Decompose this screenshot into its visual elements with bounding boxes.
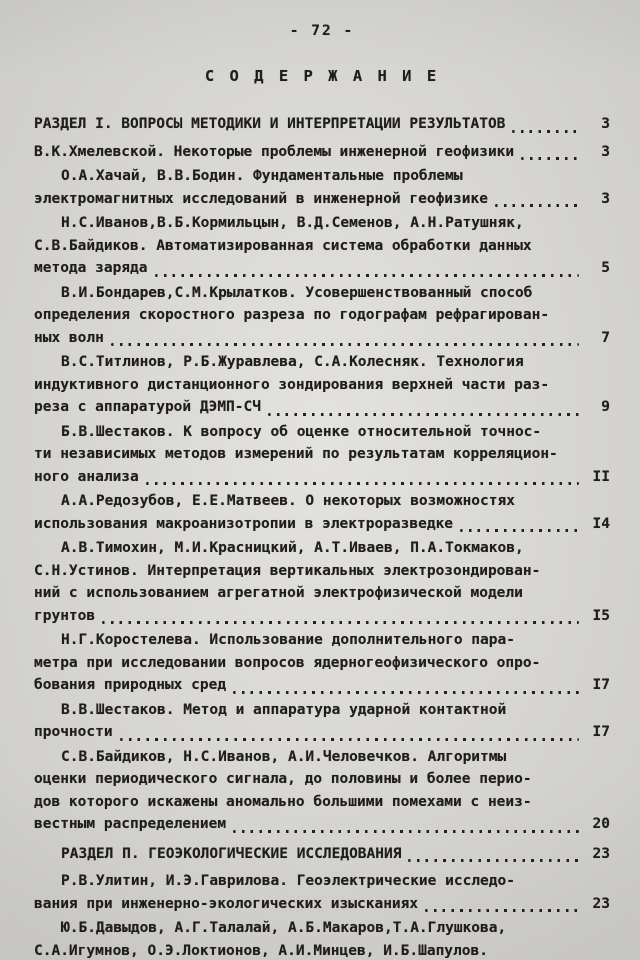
toc-entry (34, 351, 610, 419)
toc-entry (34, 282, 610, 350)
toc-line (34, 327, 610, 350)
toc-entry-text: С.В.Байдиков, Н.С.Иванов, А.И.Человечков. Алгоритмы (61, 748, 507, 765)
toc-entry-text: В.И.Бондарев,С.М.Крылатков. Усовершенствованный способ (61, 284, 533, 301)
toc-entry (34, 746, 610, 836)
toc-entry (34, 421, 610, 489)
toc-line (34, 141, 610, 164)
toc-entry-text: А.В.Тимохин, М.И.Красницкий, А.Т.Иваев, П.А.Токмаков, (61, 540, 524, 556)
toc-list (34, 113, 610, 960)
toc-line (34, 490, 610, 513)
toc-line (34, 421, 610, 444)
toc-section-entry (34, 113, 610, 136)
toc-line (34, 212, 610, 235)
toc-line (34, 813, 610, 836)
toc-entry-text: ти независимых методов измерений по результатам корреляцион- (34, 446, 558, 462)
toc-page-number: 20 (592, 816, 610, 832)
toc-entry-text: В.В.Шестаков. Метод и аппаратура ударной контактной (61, 701, 507, 718)
page-title: С О Д Е Р Ж А Н И Е (204, 66, 440, 85)
dot-leader (268, 404, 579, 419)
toc-entry-text: Н.Г.Коростелева. Использование дополнительного пара- (61, 632, 515, 648)
dot-leader (425, 901, 579, 916)
toc-line (34, 113, 610, 136)
toc-line (34, 917, 610, 940)
toc-entry-text: Б.В.Шестаков. К вопросу об оценке относительной точнос- (61, 423, 542, 440)
toc-line (34, 582, 610, 605)
toc-line (34, 893, 610, 916)
toc-entry-text: метода заряда (34, 260, 148, 276)
toc-entry-text: ний с использованием агрегатной электрофизической модели (34, 585, 523, 601)
toc-entry (34, 917, 610, 960)
toc-entry-text: метра при исследовании вопросов ядерногеофизического опро- (34, 654, 541, 671)
toc-entry-text: прочности (34, 724, 113, 740)
toc-page-number: 23 (592, 845, 610, 862)
toc-line (34, 282, 610, 305)
toc-entry-text: ного анализа (34, 468, 139, 485)
toc-entry-text: Ю.Б.Давыдов, А.Г.Талалай, А.Б.Макаров,Т.А.Глушкова, (61, 920, 507, 936)
toc-entry-text: дов которого искажены аномально большими помехами с неиз- (34, 793, 532, 810)
toc-line (34, 351, 610, 374)
dot-leader (233, 682, 579, 697)
dot-leader (155, 265, 580, 280)
toc-page-number: I4 (592, 515, 610, 532)
toc-entry-text: ных волн (34, 329, 104, 346)
toc-entry-text: Р.В.Улитин, И.Э.Гаврилова. Геоэлектрические исследо- (61, 873, 515, 889)
dot-leader (111, 335, 579, 350)
toc-section-entry (34, 843, 610, 866)
toc-line (34, 188, 610, 211)
toc-line (34, 235, 610, 258)
toc-entry-text: индуктивного дистанционного зондирования верхней части раз- (34, 376, 550, 393)
toc-line (34, 605, 610, 628)
dot-leader (495, 196, 579, 211)
toc-line (34, 443, 610, 466)
toc-page-number: 7 (601, 329, 610, 346)
toc-page-number: 9 (601, 399, 610, 415)
toc-line (34, 374, 610, 397)
dot-leader (120, 729, 579, 744)
toc-entry-text: С.А.Игумнов, О.Э.Локтионов, А.И.Минцев, И.Б.Шапулов. (34, 942, 488, 959)
toc-entry-text: грунтов (34, 607, 96, 624)
toc-entry-text: реза с аппаратурой ДЭМП-СЧ (34, 399, 261, 415)
toc-entry-text: С.Н.Устинов. Интерпретация вертикальных электрозондирован- (34, 562, 541, 579)
toc-page-number: 3 (601, 143, 610, 160)
toc-page-number: 3 (601, 190, 610, 207)
toc-line (34, 652, 610, 675)
toc-line (34, 466, 610, 489)
toc-page-number: 5 (601, 260, 610, 276)
toc-entry (34, 629, 610, 697)
toc-entry-text: РАЗДЕЛ I. ВОПРОСЫ МЕТОДИКИ И ИНТЕРПРЕТАЦИИ РЕЗУЛЬТАТОВ (34, 116, 506, 132)
toc-entry-text: использования макроанизотропии в электроразведке (34, 515, 454, 532)
toc-page-number: 23 (592, 895, 610, 912)
toc-page-number: II (592, 468, 610, 485)
toc-entry-text: оценки периодического сигнала, до половины и более перио- (34, 771, 532, 787)
toc-entry-text: О.А.Хачай, В.В.Бодин. Фундаментальные проблемы (61, 168, 463, 184)
toc-line (34, 629, 610, 652)
toc-entry-text: В.К.Хмелевской. Некоторые проблемы инженерной геофизики (34, 143, 515, 160)
toc-entry (34, 490, 610, 535)
toc-line (34, 165, 610, 188)
toc-line (34, 560, 610, 583)
toc-line (34, 768, 610, 791)
toc-line (34, 257, 610, 280)
toc-line (34, 537, 610, 560)
toc-line (34, 843, 610, 866)
page-number-header: - 72 - (289, 23, 355, 39)
toc-entry (34, 870, 610, 915)
toc-page-number: 3 (601, 116, 610, 132)
toc-line (34, 870, 610, 893)
toc-entry-text: С.В.Байдиков. Автоматизированная система обработки данных (34, 237, 532, 254)
dot-leader (233, 821, 579, 836)
toc-entry-text: В.С.Титлинов, Р.Б.Журавлева, С.А.Колесняк. Технология (61, 354, 524, 370)
toc-entry (34, 141, 610, 164)
dot-leader (146, 474, 579, 489)
toc-entry-text: электромагнитных исследований в инженерной геофизике (34, 190, 488, 207)
toc-line (34, 699, 610, 722)
dot-leader (460, 521, 579, 536)
dot-leader (521, 149, 579, 164)
toc-line (34, 721, 610, 744)
toc-entry-text: вестным распределением (34, 816, 227, 832)
toc-entry (34, 699, 610, 744)
toc-line (34, 396, 610, 419)
dot-leader (512, 121, 579, 136)
toc-entry (34, 165, 610, 210)
toc-entry (34, 212, 610, 280)
toc-entry-text: А.А.Редозубов, Е.Е.Матвеев. О некоторых возможностях (61, 493, 515, 509)
toc-entry (34, 537, 610, 627)
dot-leader (102, 613, 579, 628)
toc-entry-text: РАЗДЕЛ П. ГЕОЭКОЛОГИЧЕСКИЕ ИССЛЕДОВАНИЯ (61, 845, 402, 862)
toc-entry-text: определения скоростного разреза по годографам рефрагирован- (34, 307, 550, 323)
toc-page-number: I7 (592, 724, 610, 740)
toc-line (34, 674, 610, 697)
toc-line (34, 513, 610, 536)
toc-entry-text: вания при инженерно-экологических изысканиях (34, 895, 419, 912)
toc-line (34, 791, 610, 814)
dot-leader (408, 851, 579, 866)
toc-line (34, 940, 610, 960)
toc-page-number: I5 (592, 607, 610, 624)
toc-entry-text: Н.С.Иванов,В.Б.Кормильцын, В.Д.Семенов, А.Н.Ратушняк, (61, 215, 524, 231)
toc-line (34, 304, 610, 327)
toc-line (34, 746, 610, 769)
toc-page-number: I7 (592, 677, 610, 693)
toc-entry-text: бования природных сред (34, 677, 227, 693)
